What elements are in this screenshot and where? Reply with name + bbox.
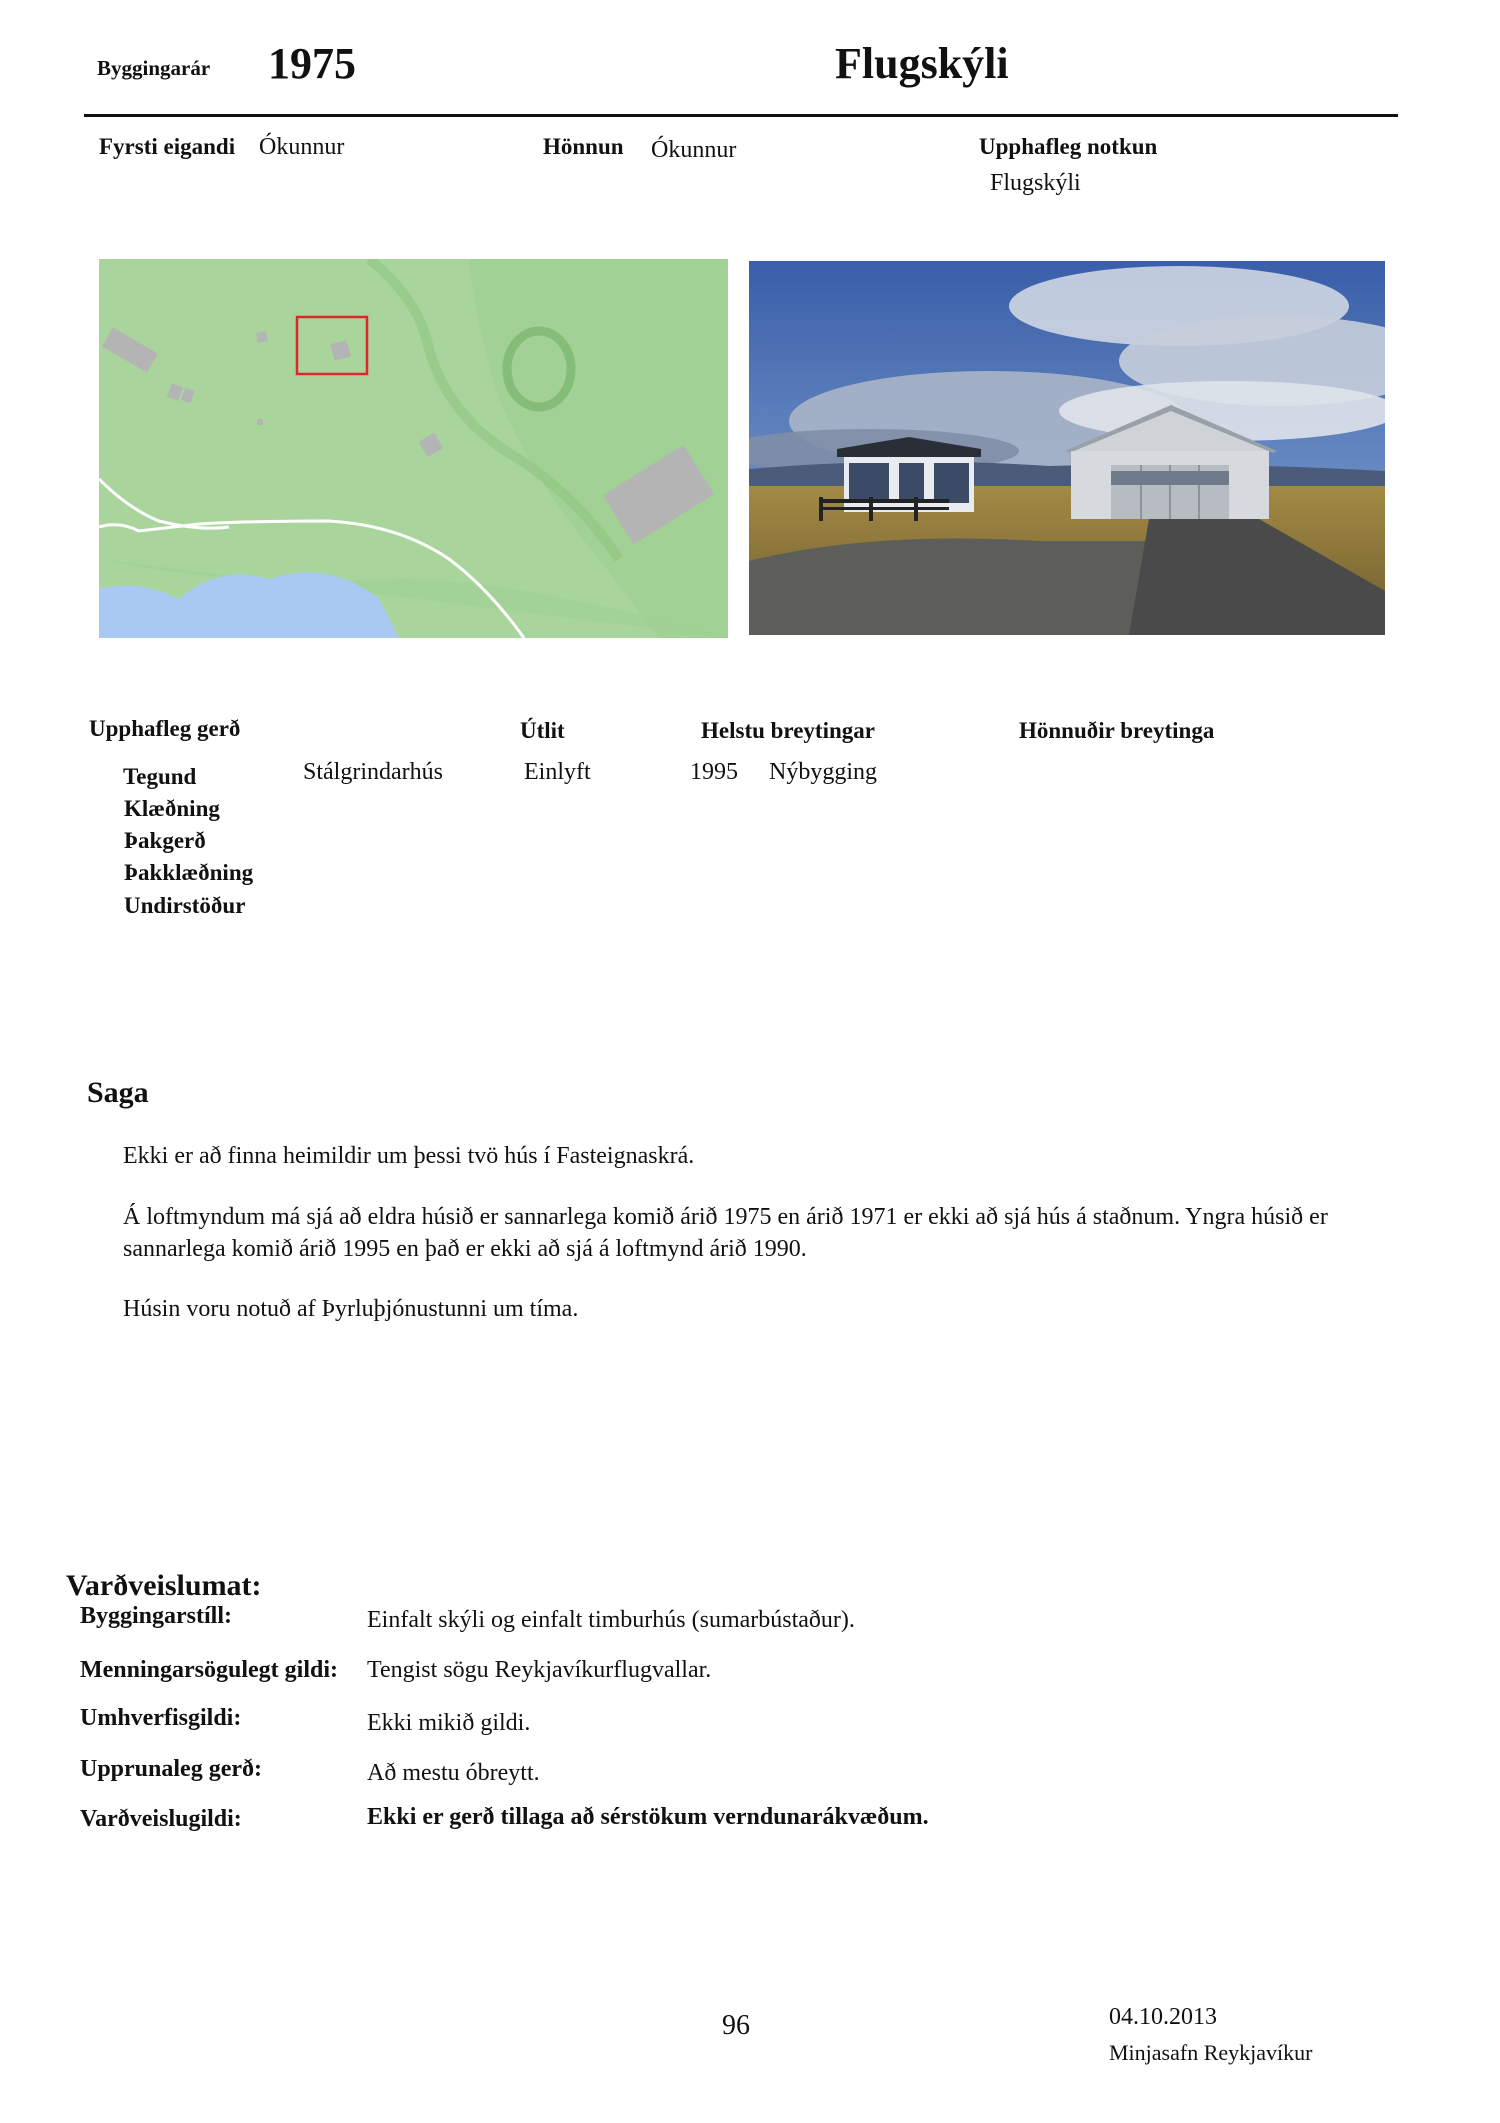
eval-label-cultural: Menningarsögulegt gildi: — [80, 1657, 339, 1683]
roof-type-row-label: Þakgerð — [124, 828, 206, 853]
header-divider — [84, 114, 1398, 117]
construction-year: 1975 — [268, 39, 356, 88]
eval-label-preservation: Varðveislugildi: — [80, 1806, 242, 1832]
first-owner-label: Fyrsti eigandi — [99, 134, 236, 159]
eval-label-environment: Umhverfisgildi: — [80, 1705, 242, 1731]
eval-label-original-form: Upprunaleg gerð: — [80, 1756, 262, 1782]
roof-cladding-row-label: Þakklæðning — [124, 860, 254, 885]
appearance-heading: Útlit — [520, 718, 565, 743]
change-year: 1995 — [690, 759, 738, 785]
page-title: Flugskýli — [835, 39, 1009, 88]
foundation-row-label: Undirstöður — [124, 893, 246, 918]
year-label: Byggingarár — [97, 56, 211, 80]
eval-value-environment: Ekki mikið gildi. — [367, 1710, 531, 1736]
change-text: Nýbygging — [769, 759, 877, 785]
first-owner-value: Ókunnur — [259, 134, 345, 160]
evaluation-heading: Varðveislumat: — [66, 1569, 262, 1602]
original-use-value: Flugskýli — [990, 170, 1081, 196]
eval-label-style: Byggingarstíll: — [80, 1603, 233, 1629]
saga-paragraph: Ekki er að finna heimildir um þessi tvö hús í Fasteignaskrá. — [123, 1143, 695, 1169]
footer-date: 04.10.2013 — [1109, 2004, 1217, 2030]
original-use-label: Upphafleg notkun — [979, 134, 1158, 159]
page-number: 96 — [722, 2010, 750, 2041]
design-value: Ókunnur — [651, 137, 737, 163]
eval-value-original-form: Að mestu óbreytt. — [367, 1760, 540, 1786]
saga-heading: Saga — [87, 1076, 149, 1109]
eval-value-preservation: Ekki er gerð tillaga að sérstökum verndunarákvæðum. — [367, 1804, 929, 1830]
type-row-value: Stálgrindarhús — [303, 759, 443, 785]
changes-heading: Helstu breytingar — [701, 718, 875, 743]
location-map — [99, 259, 728, 638]
eval-value-cultural: Tengist sögu Reykjavíkurflugvallar. — [367, 1657, 712, 1683]
footer-publisher: Minjasafn Reykjavíkur — [1109, 2040, 1313, 2065]
saga-paragraph: Húsin voru notuð af Þyrluþjónustunni um tíma. — [123, 1296, 579, 1322]
eval-value-style: Einfalt skýli og einfalt timburhús (sumarbústaður). — [367, 1607, 855, 1633]
type-row-label: Tegund — [123, 764, 197, 789]
change-designers-heading: Hönnuðir breytinga — [1019, 718, 1215, 743]
saga-paragraph: Á loftmyndum má sjá að eldra húsið er sannarlega komið árið 1975 en árið 1971 er ekki að sjá hús á staðnum. Yngra húsið er sannarlega komið árið 1995 en það er ekki að sjá á loftmynd árið 1990. — [123, 1204, 1328, 1262]
original-type-heading: Upphafleg gerð — [89, 716, 241, 741]
design-label: Hönnun — [543, 134, 624, 159]
appearance-value: Einlyft — [524, 759, 591, 785]
building-photo — [749, 261, 1385, 635]
cladding-row-label: Klæðning — [124, 796, 220, 821]
